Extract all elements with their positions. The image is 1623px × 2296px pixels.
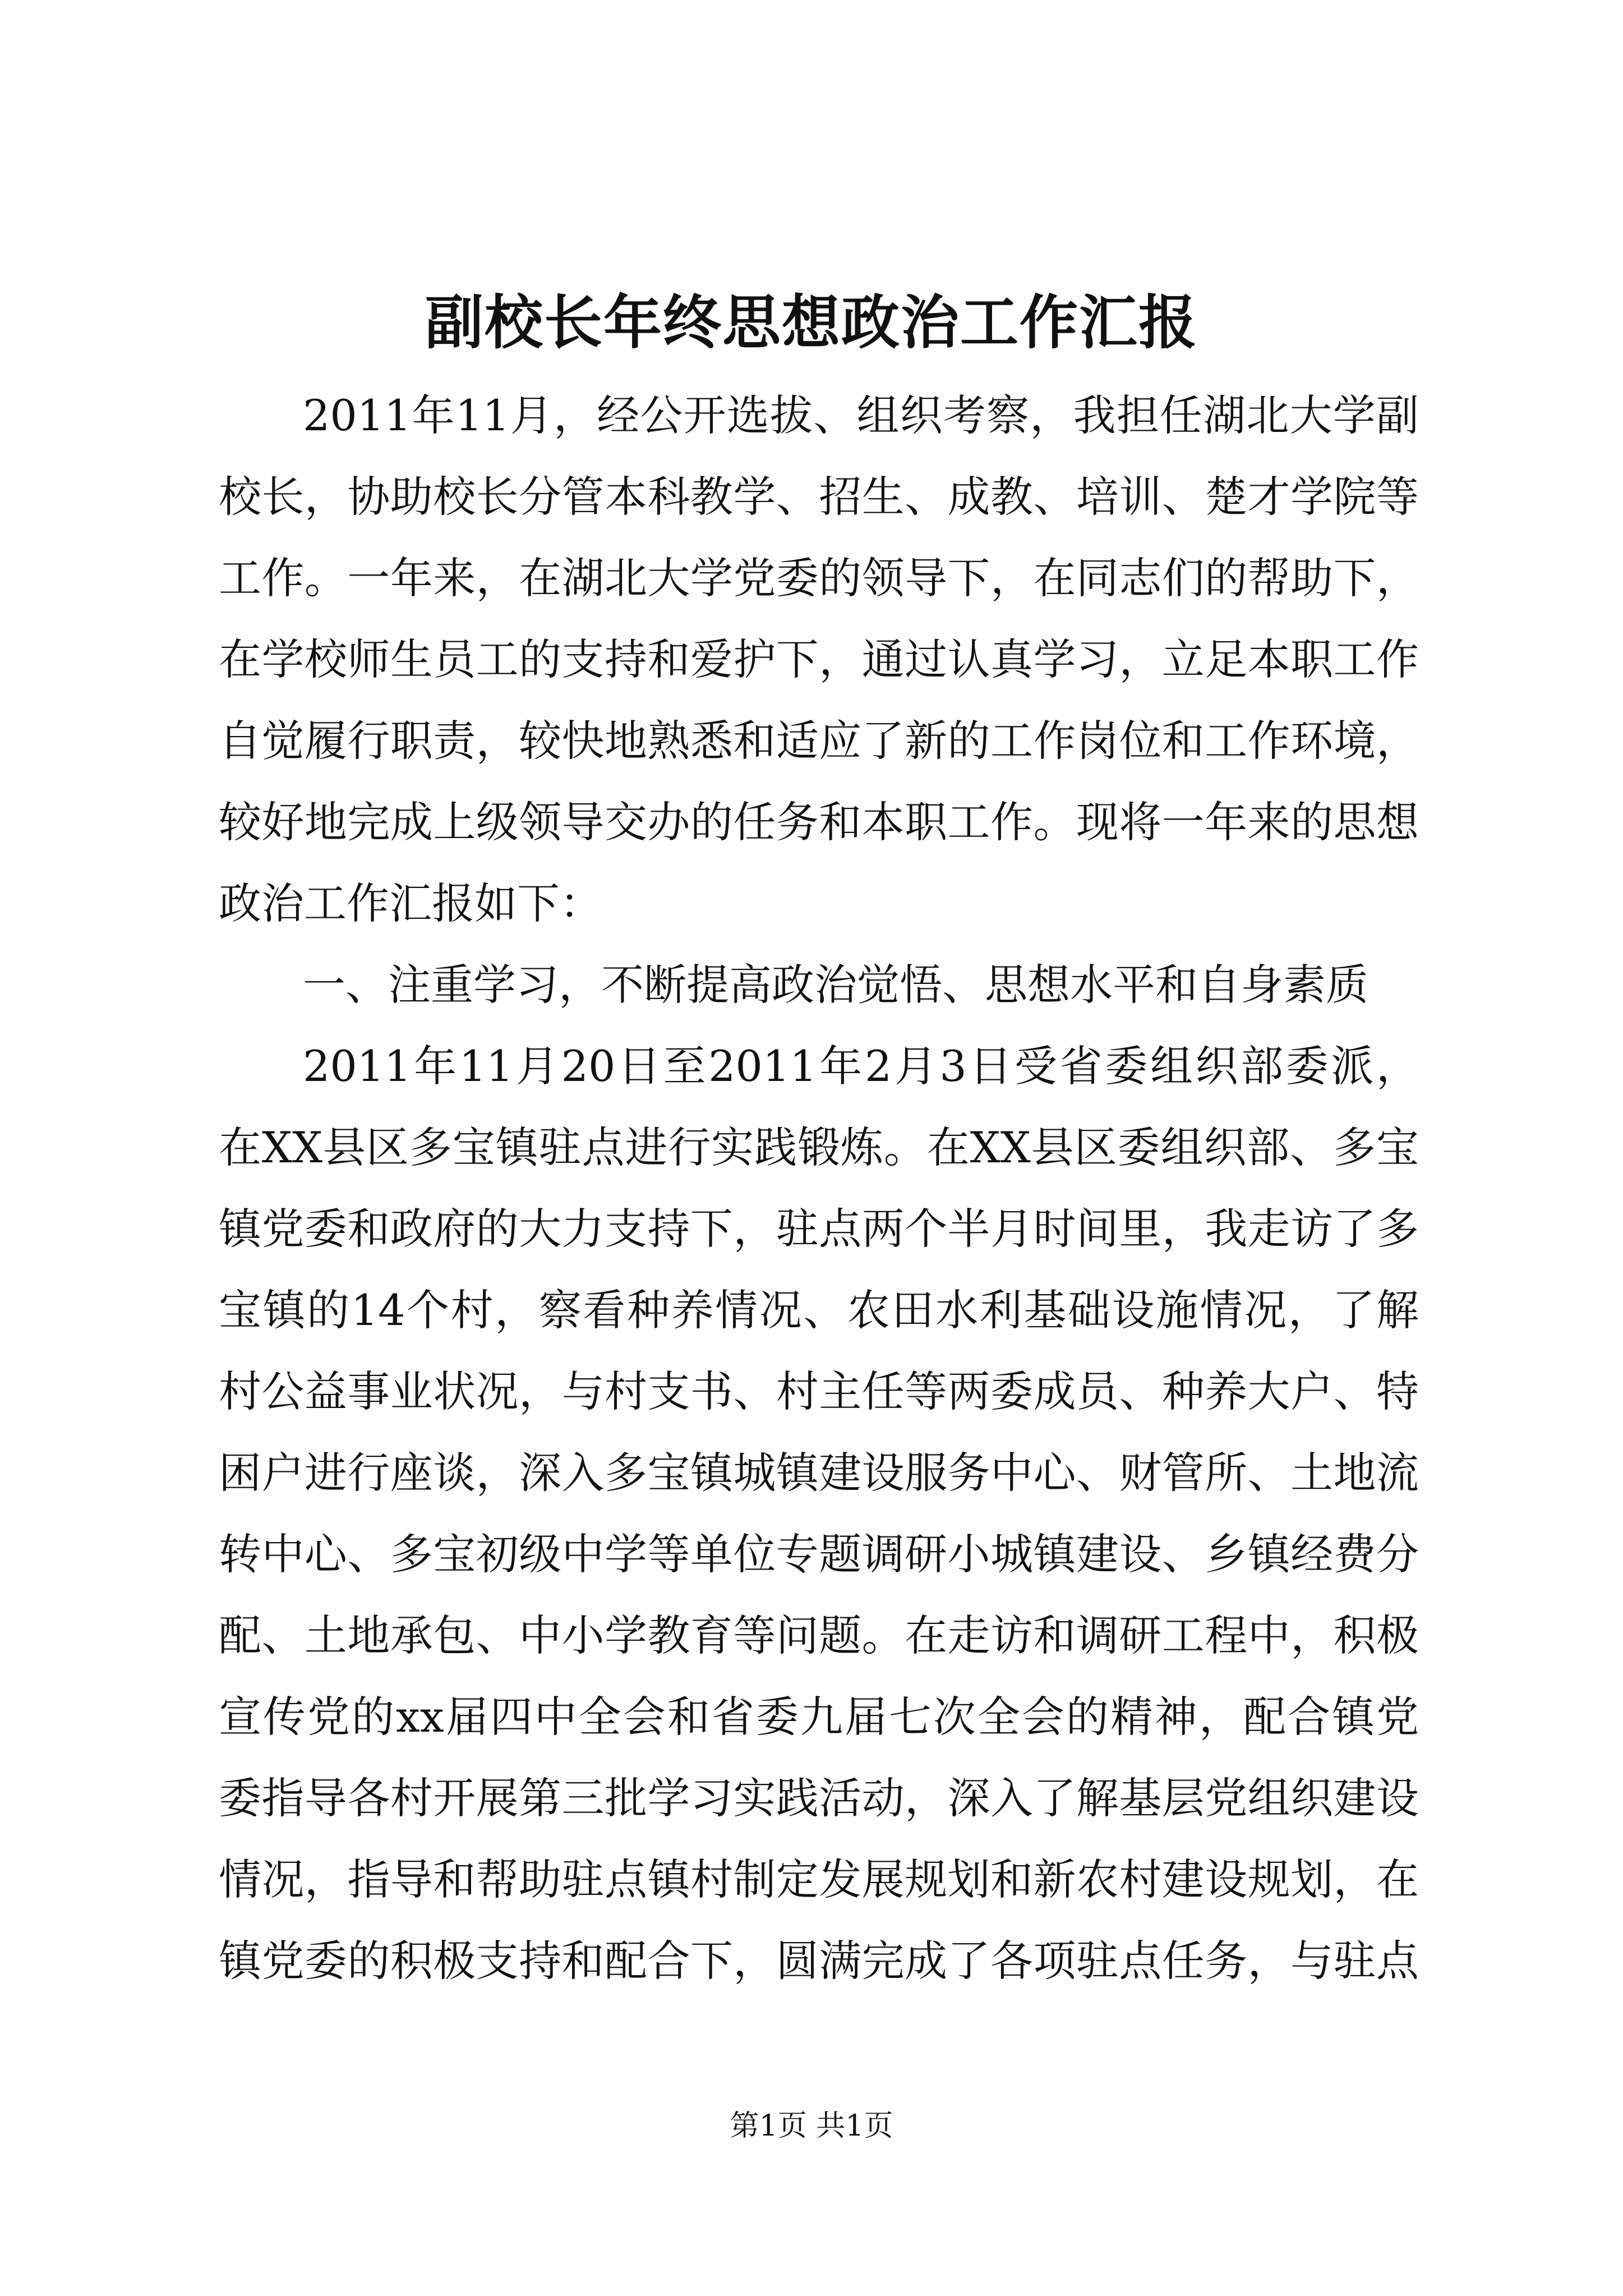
- body-line: 村公益事业状况，与村支书、村主任等两委成员、种养大户、特: [219, 1366, 1419, 1416]
- body-line: 镇党委的积极支持和配合下，圆满完成了各项驻点任务，与驻点: [219, 1936, 1419, 1986]
- body-line: 宝镇的14个村，察看种养情况、农田水利基础设施情况，了解: [219, 1285, 1419, 1335]
- body-line: 自觉履行职责，较快地熟悉和适应了新的工作岗位和工作环境，: [219, 716, 1419, 766]
- body-line: 较好地完成上级领导交办的任务和本职工作。现将一年来的思想: [219, 797, 1419, 847]
- body-line: 宣传党的xx届四中全会和省委九届七次全会的精神，配合镇党: [219, 1692, 1419, 1742]
- page-footer: 第1页 共1页: [730, 2109, 893, 2143]
- body-line: 在学校师生员工的支持和爱护下，通过认真学习，立足本职工作: [219, 634, 1419, 684]
- body-line: 配、土地承包、中小学教育等问题。在走访和调研工程中，积极: [219, 1611, 1419, 1660]
- body-line: 委指导各村开展第三批学习实践活动，深入了解基层党组织建设: [219, 1773, 1419, 1823]
- body-line: 政治工作汇报如下：: [219, 878, 602, 928]
- document-body: [219, 375, 1419, 2001]
- body-line: 校长，协助校长分管本科教学、招生、成教、培训、楚才学院等: [219, 472, 1419, 522]
- document-title: 副校长年终思想政治工作汇报: [425, 288, 1198, 357]
- body-line: 2011年11月20日至2011年2月3日受省委组织部委派，: [303, 1041, 1419, 1091]
- body-line: 镇党委和政府的大力支持下，驻点两个半月时间里，我走访了多: [219, 1204, 1419, 1254]
- body-line: 2011年11月，经公开选拔、组织考察，我担任湖北大学副: [303, 390, 1419, 440]
- body-line: 转中心、多宝初级中学等单位专题调研小城镇建设、乡镇经费分: [219, 1529, 1419, 1579]
- section-heading: 一、注重学习，不断提高政治觉悟、思想水平和自身素质: [303, 960, 1368, 1010]
- body-line: 在XX县区多宝镇驻点进行实践锻炼。在XX县区委组织部、多宝: [219, 1122, 1419, 1172]
- body-line: 困户进行座谈，深入多宝镇城镇建设服务中心、财管所、土地流: [219, 1448, 1419, 1498]
- body-line: 工作。一年来，在湖北大学党委的领导下，在同志们的帮助下，: [219, 553, 1419, 603]
- body-line: 情况，指导和帮助驻点镇村制定发展规划和新农村建设规划，在: [219, 1855, 1419, 1904]
